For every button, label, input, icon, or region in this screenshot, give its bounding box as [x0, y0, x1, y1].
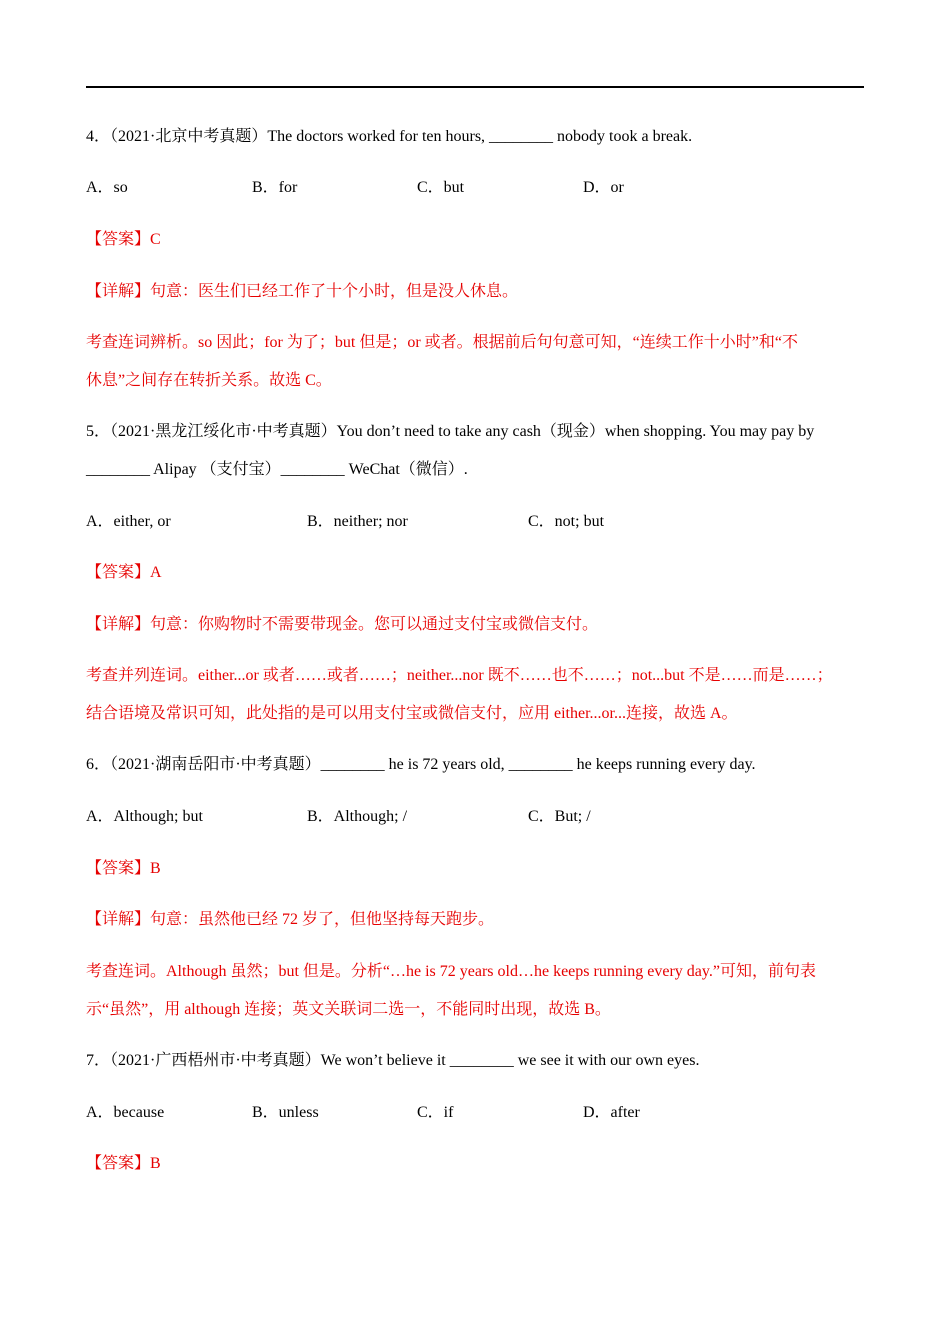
question-6-option-c: C．But; /: [528, 808, 591, 825]
question-7-option-c: C．if: [417, 1104, 454, 1121]
question-7-option-d: D．after: [583, 1104, 640, 1121]
question-5-detail: 【详解】句意：你购物时不需要带现金。您可以通过支付宝或微信支付。: [86, 616, 599, 633]
question-7-answer: 【答案】B: [86, 1155, 161, 1172]
question-4-option-d: D．or: [583, 179, 624, 196]
question-4-option-c: C．but: [417, 179, 465, 196]
question-6-option-a: A．Although; but: [86, 808, 203, 825]
question-5-option-a: A．either, or: [86, 513, 171, 530]
question-7-stem: 7．（2021·广西梧州市·中考真题）We won’t believe it ________ we see it with our own eyes.: [86, 1052, 700, 1069]
question-4-answer: 【答案】C: [86, 231, 161, 248]
question-7-option-b: B．unless: [252, 1104, 319, 1121]
question-5-stem-line-1: 5．（2021·黑龙江绥化市·中考真题）You don’t need to take any cash（现金）when shopping. You may pay by: [86, 423, 815, 440]
question-4-option-b: B．for: [252, 179, 298, 196]
question-4-analysis-line-2: 休息”之间存在转折关系。故选 C。: [86, 372, 332, 389]
question-5-option-b: B．neither; nor: [307, 513, 408, 530]
question-5-answer: 【答案】A: [86, 564, 162, 581]
question-4-analysis-line-1: 考查连词辨析。so 因此；for 为了；but 但是；or 或者。根据前后句句意可知，“连续工作十小时”和“不: [86, 334, 798, 351]
question-6-stem: 6．（2021·湖南岳阳市·中考真题）________ he is 72 years old, ________ he keeps running every day.: [86, 756, 756, 773]
question-6-option-b: B．Although; /: [307, 808, 408, 825]
question-4-detail: 【详解】句意：医生们已经工作了十个小时，但是没人休息。: [86, 283, 519, 300]
header-rule: [86, 86, 864, 88]
question-5-option-c: C．not; but: [528, 513, 605, 530]
question-5-stem-line-2: ________ Alipay （支付宝）________ WeChat（微信）.: [86, 461, 468, 478]
question-5-analysis-line-2: 结合语境及常识可知，此处指的是可以用支付宝或微信支付，应用 either...or...连接，故选 A。: [86, 705, 738, 722]
question-5-analysis-line-1: 考查并列连词。either...or 或者……或者……；neither...nor 既不……也不……；not...but 不是……而是……；: [86, 667, 833, 684]
question-6-analysis-line-1: 考查连词。Although 虽然；but 但是。分析“…he is 72 years old…he keeps running every day.”可知，前句表: [86, 963, 816, 980]
question-4-stem: 4．（2021·北京中考真题）The doctors worked for ten hours, ________ nobody took a break.: [86, 128, 693, 145]
question-6-analysis-line-2: 示“虽然”，用 although 连接；英文关联词二选一，不能同时出现，故选 B。: [86, 1001, 611, 1018]
question-7-option-a: A．because: [86, 1104, 165, 1121]
question-4-option-a: A．so: [86, 179, 128, 196]
question-6-answer: 【答案】B: [86, 860, 161, 877]
question-6-detail: 【详解】句意：虽然他已经 72 岁了，但他坚持每天跑步。: [86, 911, 495, 928]
